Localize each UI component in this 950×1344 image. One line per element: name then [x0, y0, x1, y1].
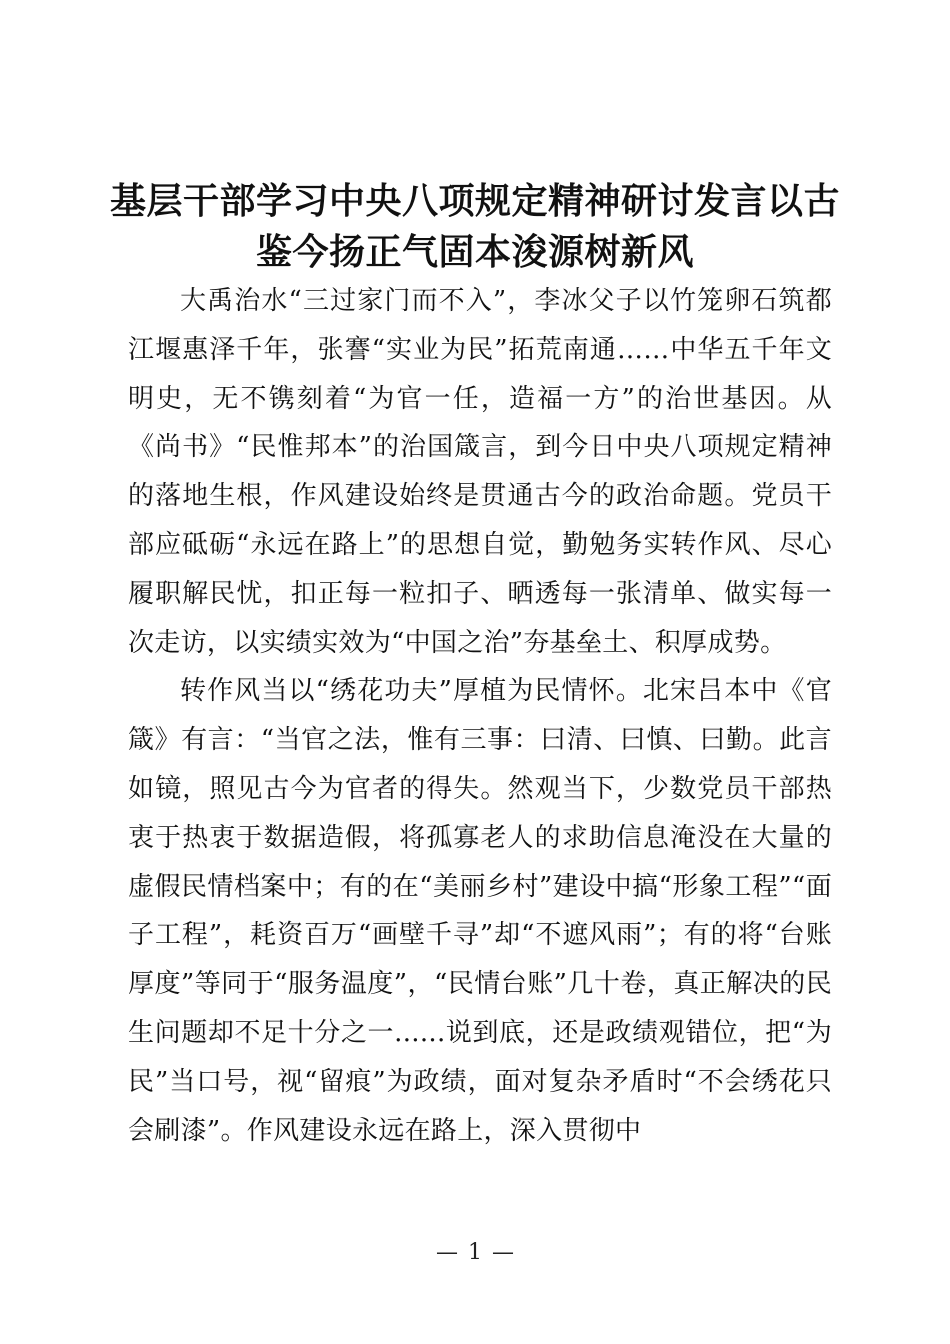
title-line-1: 基层干部学习中央八项规定精神研讨发言以古	[109, 180, 840, 222]
document-title	[100, 176, 850, 278]
title-line-2: 鉴今扬正气固本浚源树新风	[255, 231, 694, 273]
footer-dash-right: —	[492, 1240, 514, 1265]
page-number: 1	[468, 1240, 482, 1265]
paragraph-2: 转作风当以“绣花功夫”厚植为民情怀。北宋吕本中《官箴》有言：“当官之法，惟有三事：曰清、曰慎、曰勤。此言如镜，照见古今为官者的得失。然观当下，少数党员干部热衷于热衷于数据造假，将孤寡老人的求助信息淹没在大量的虚假民情档案中；有的在“美丽乡村”建设中搞“形象工程”“面子工程”，耗资百万“画壁千寻”却“不遮风雨”；有的将“台账厚度”等同于“服务温度”，“民情台账”几十卷，真正解决的民生问题却不足十分之一......说到底，还是政绩观错位，把“为民”当口号，视“留痕”为政绩，面对复杂矛盾时“不会绣花只会刷漆”。作风建设永远在路上，深入贯彻中	[128, 676, 832, 1146]
page-footer	[0, 1238, 950, 1268]
paragraph-1: 大禹治水“三过家门而不入”，李冰父子以竹笼卵石筑都江堰惠泽千年，张謇“实业为民”拓荒南通……中华五千年文明史，无不镌刻着“为官一任，造福一方”的治世基因。从《尚书》“民惟邦本”的治国箴言，到今日中央八项规定精神的落地生根，作风建设始终是贯通古今的政治命题。党员干部应砥砺“永远在路上”的思想自觉，勤勉务实转作风、尽心履职解民忧，扣正每一粒扣子、晒透每一张清单、做实每一次走访，以实绩实效为“中国之治”夯基垒土、积厚成势。	[128, 286, 832, 658]
footer-dash-left: —	[436, 1240, 458, 1265]
document-body	[128, 277, 832, 1155]
